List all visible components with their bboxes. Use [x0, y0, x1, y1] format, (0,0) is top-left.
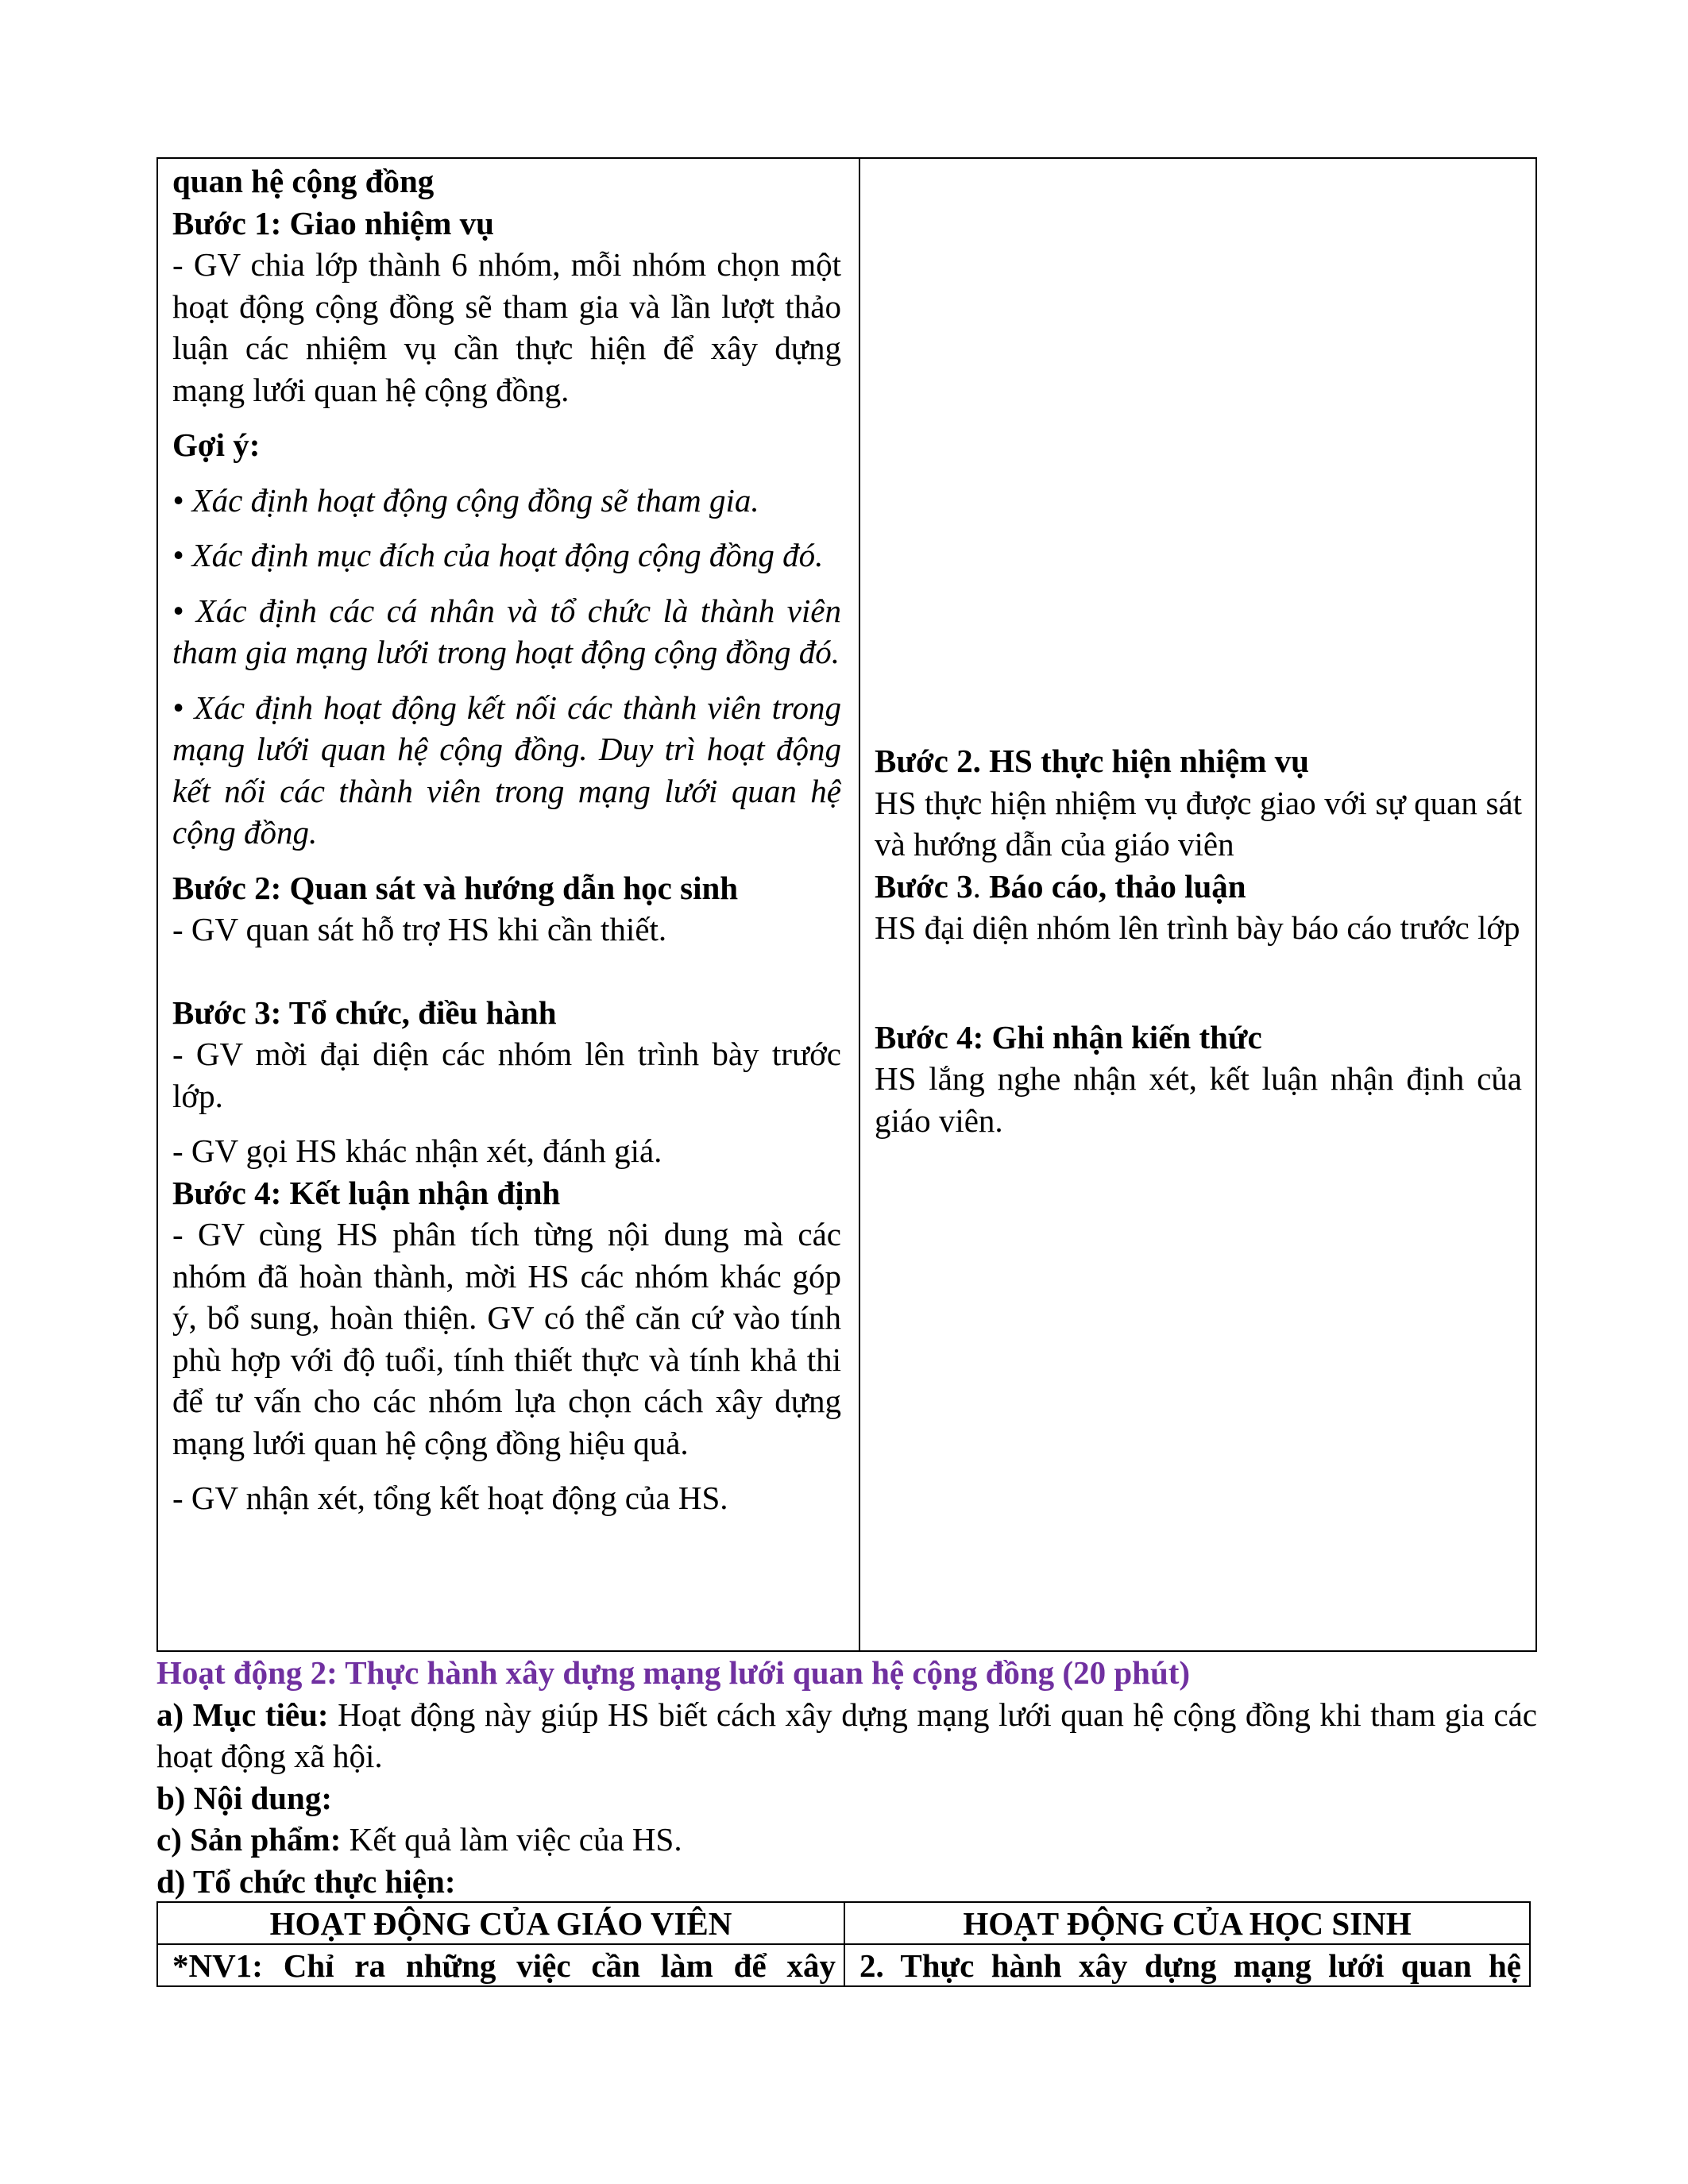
- objective-label: a) Mục tiêu:: [156, 1696, 329, 1733]
- step3-title: Bước 3: Tổ chức, điều hành: [172, 994, 557, 1031]
- student-step3-dot: .: [972, 867, 981, 905]
- row1-student: 2. Thực hành xây dựng mạng lưới quan hệ: [859, 1947, 1521, 1984]
- hint-item: • Xác định hoạt động kết nối các thành viên trong mạng lưới quan hệ cộng đồng. Duy trì hoạt động kết nối các thành viên trong mạng lưới quan hệ cộng đồng.: [172, 689, 841, 851]
- column-divider: [859, 159, 860, 1650]
- hint-label: Gợi ý:: [172, 426, 261, 463]
- hint-item: • Xác định các cá nhân và tổ chức là thành viên tham gia mạng lưới trong hoạt động cộng đồng đó.: [172, 592, 841, 670]
- student-step4-text: HS lắng nghe nhận xét, kết luận nhận định của giáo viên.: [875, 1060, 1522, 1139]
- student-step3-prefix: Bước 3: [875, 867, 973, 905]
- step4-text: - GV cùng HS phân tích từng nội dung mà các nhóm đã hoàn thành, mời HS các nhóm khác góp ý, bổ sung, hoàn thiện. GV có thể căn cứ vào tính phù hợp với độ tuổi, tính thiết thực và tính khả thi để tư vấn cho các nhóm lựa chọn cách xây dựng mạng lưới quan hệ cộng đồng hiệu quả.: [172, 1216, 841, 1461]
- section-heading-continued: quan hệ cộng đồng: [172, 163, 435, 199]
- step4-text: - GV nhận xét, tổng kết hoạt động của HS.: [172, 1480, 728, 1516]
- product: [156, 1819, 1537, 1861]
- student-step3-text: HS đại diện nhóm lên trình bày báo cáo trước lớp: [875, 909, 1520, 946]
- step2-title: Bước 2: Quan sát và hướng dẫn học sinh: [172, 869, 739, 906]
- step3-text: - GV gọi HS khác nhận xét, đánh giá.: [172, 1133, 662, 1169]
- step4-title: Bước 4: Kết luận nhận định: [172, 1174, 561, 1211]
- content-label: b) Nội dung:: [156, 1779, 333, 1816]
- activity-table: [156, 157, 1537, 1652]
- student-step3-heading: [875, 866, 1522, 908]
- teacher-activity-cell: [172, 160, 841, 1519]
- product-label: c) Sản phẩm:: [156, 1821, 342, 1858]
- objective: [156, 1694, 1537, 1777]
- student-step2-text: HS thực hiện nhiệm vụ được giao với sự quan sát và hướng dẫn của giáo viên: [875, 784, 1522, 862]
- step2-text: - GV quan sát hỗ trợ HS khi cần thiết.: [172, 911, 667, 947]
- hint-item: • Xác định mục đích của hoạt động cộng đồng đó.: [172, 537, 824, 573]
- header-student: HOẠT ĐỘNG CỦA HỌC SINH: [963, 1905, 1412, 1942]
- header-teacher: HOẠT ĐỘNG CỦA GIÁO VIÊN: [269, 1905, 732, 1942]
- row1-teacher: *NV1: Chỉ ra những việc cần làm để xây: [172, 1947, 836, 1984]
- activity2-table: [156, 1901, 1531, 1987]
- hint-item: • Xác định hoạt động cộng đồng sẽ tham gia.: [172, 481, 759, 519]
- student-step4-title: Bước 4: Ghi nhận kiến thức: [875, 1018, 1262, 1055]
- student-activity-cell: [875, 740, 1522, 1141]
- student-step2-title: Bước 2. HS thực hiện nhiệm vụ: [875, 743, 1309, 779]
- product-text: Kết quả làm việc của HS.: [349, 1821, 682, 1858]
- step3-text: - GV mời đại diện các nhóm lên trình bày trước lớp.: [172, 1036, 841, 1114]
- activity2-title: Hoạt động 2: Thực hành xây dựng mạng lưới quan hệ cộng đồng (20 phút): [156, 1654, 1191, 1691]
- activity2-section: [156, 1652, 1537, 1902]
- organize-label: d) Tổ chức thực hiện:: [156, 1862, 456, 1900]
- objective-text: Hoạt động này giúp HS biết cách xây dựng mạng lưới quan hệ cộng đồng khi tham gia các hoạt động xã hội.: [156, 1696, 1537, 1774]
- student-step3-title: Báo cáo, thảo luận: [989, 867, 1246, 905]
- step1-text: - GV chia lớp thành 6 nhóm, mỗi nhóm chọn một hoạt động cộng đồng sẽ tham gia và lần lượt thảo luận các nhiệm vụ cần thực hiện để xây dựng mạng lưới quan hệ cộng đồng.: [172, 246, 841, 408]
- step1-title: Bước 1: Giao nhiệm vụ: [172, 204, 494, 241]
